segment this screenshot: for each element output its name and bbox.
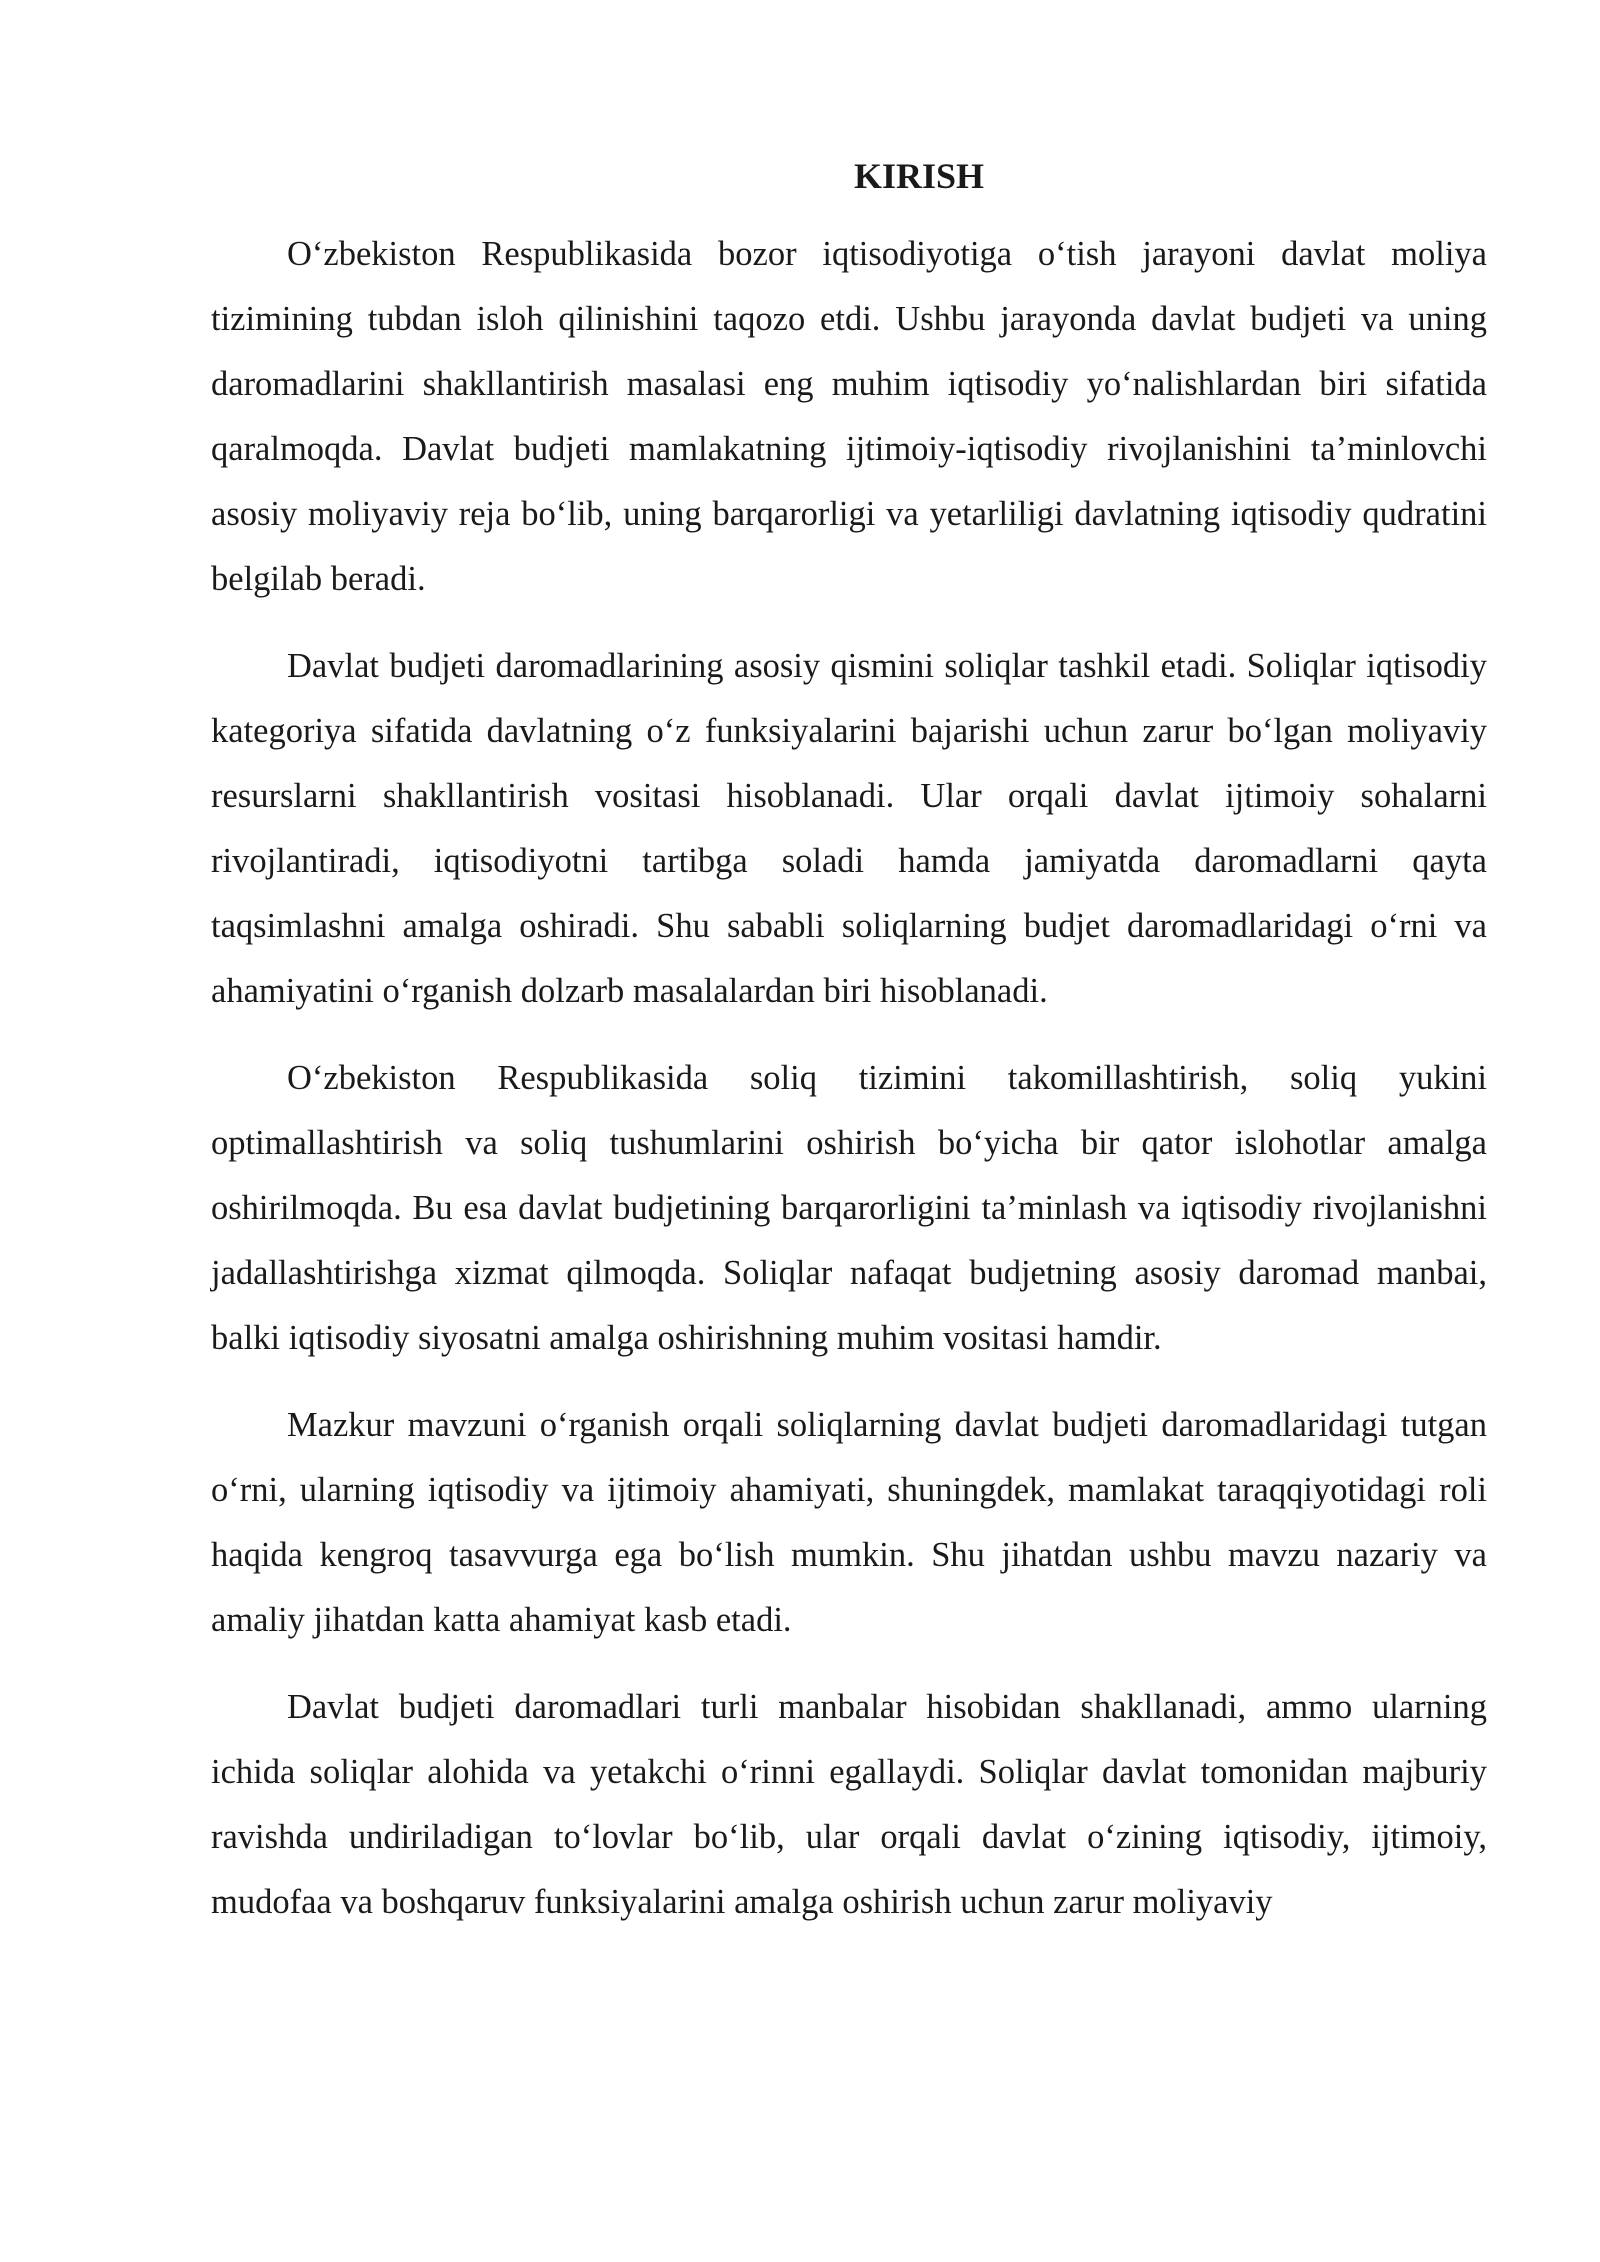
page-content	[211, 148, 1487, 1957]
paragraph-4: Mazkur mavzuni o‘rganish orqali soliqlarning davlat budjeti daromadlaridagi tutgan o‘rni, ularning iqtisodiy va ijtimoiy ahamiyati, shuningdek, mamlakat taraqqiyotidagi roli haqida kengroq tasavvurga ega bo‘lish mumkin. Shu jihatdan ushbu mavzu nazariy va amaliy jihatdan katta ahamiyat kasb etadi.	[211, 1406, 1487, 1639]
paragraph-2: Davlat budjeti daromadlarining asosiy qismini soliqlar tashkil etadi. Soliqlar iqtisodiy kategoriya sifatida davlatning o‘z funksiyalarini bajarishi uchun zarur bo‘lgan moliyaviy resurslarni shakllantirish vositasi hisoblanadi. Ular orqali davlat ijtimoiy sohalarni rivojlantiradi, iqtisodiyotni tartibga soladi hamda jamiyatda daromadlarni qayta taqsimlashni amalga oshiradi. Shu sababli soliqlarning budjet daromadlaridagi o‘rni va ahamiyatini o‘rganish dolzarb masalalardan biri hisoblanadi.	[211, 647, 1487, 1010]
paragraph-1: O‘zbekiston Respublikasida bozor iqtisodiyotiga o‘tish jarayoni davlat moliya tizimining tubdan isloh qilinishini taqozo etdi. Ushbu jarayonda davlat budjeti va uning daromadlarini shakllantirish masalasi eng muhim iqtisodiy yo‘nalishlardan biri sifatida qaralmoqda. Davlat budjeti mamlakatning ijtimoiy-iqtisodiy rivojlanishini ta’minlovchi asosiy moliyaviy reja bo‘lib, uning barqarorligi va yetarliligi davlatning iqtisodiy qudratini belgilab beradi.	[211, 235, 1487, 598]
paragraph-5: Davlat budjeti daromadlari turli manbalar hisobidan shakllanadi, ammo ularning ichida soliqlar alohida va yetakchi o‘rinni egallaydi. Soliqlar davlat tomonidan majburiy ravishda undiriladigan to‘lovlar bo‘lib, ular orqali davlat o‘zining iqtisodiy, ijtimoiy, mudofaa va boshqaruv funksiyalarini amalga oshirish uchun zarur moliyaviy	[211, 1688, 1487, 1921]
paragraph-3: O‘zbekiston Respublikasida soliq tizimini takomillashtirish, soliq yukini optimallashtirish va soliq tushumlarini oshirish bo‘yicha bir qator islohotlar amalga oshirilmoqda. Bu esa davlat budjetining barqarorligini ta’minlash va iqtisodiy rivojlanishni jadallashtirishga xizmat qilmoqda. Soliqlar nafaqat budjetning asosiy daromad manbai, balki iqtisodiy siyosatni amalga oshirishning muhim vositasi hamdir.	[211, 1059, 1487, 1357]
page-title: KIRISH	[853, 156, 985, 196]
